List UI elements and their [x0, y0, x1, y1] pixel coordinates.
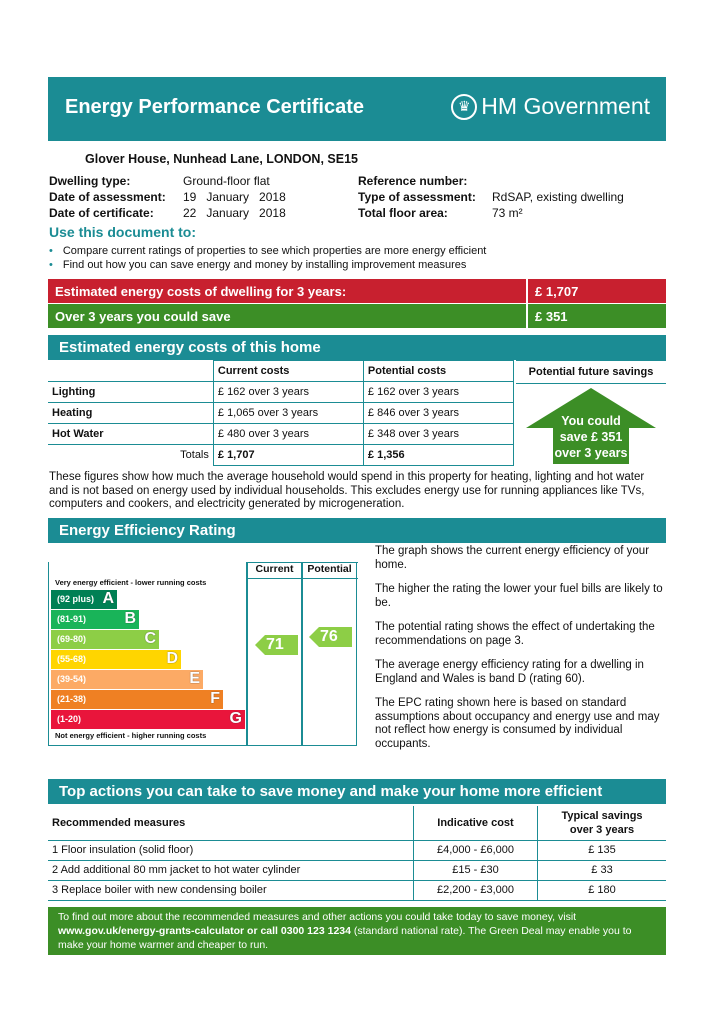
could-save-label: Over 3 years you could save — [55, 308, 231, 324]
rating-col-current: Current — [255, 563, 294, 575]
band-letter: E — [189, 670, 200, 687]
potential-rating-value: 76 — [320, 628, 338, 645]
details-right — [358, 173, 476, 221]
actions-table — [48, 806, 666, 901]
date-certificate-value: 22 January 2018 — [183, 206, 286, 220]
could-save-value: £ 351 — [528, 304, 666, 328]
current-rating-value: 71 — [266, 636, 284, 653]
rating-explanation: The graph shows the current energy efficiency of your home. The higher the rating the lower your fuel bills are likely to be. The potential rating shows the effect of undertaking the recommendations on page 3. The average energy efficiency rating for a dwelling in England and Wales is band D (rating 60). The EPC rating shown here is based on standard assumptions about occupancy and energy use and may not reflect how energy is consumed by individual occupants. — [375, 545, 663, 750]
floor-area-label: Total floor area: — [358, 206, 448, 220]
actions-heading: Top actions you can take to save money and make your home more efficient — [48, 779, 666, 804]
rating-band-b — [51, 610, 139, 629]
rating-bottom-note: Not energy efficient - higher running costs — [55, 731, 207, 740]
footer-line: www.gov.uk/energy-grants-calculator or call 0300 123 1234 (standard national rate). The Green Deal may enable you to — [58, 925, 632, 937]
divider — [301, 562, 303, 745]
hm-government-logo — [451, 93, 650, 120]
col-future-savings: Potential future savings — [516, 360, 666, 384]
rating-band-c — [51, 630, 159, 649]
rating-band-g — [51, 710, 245, 729]
band-range: (1-20) — [57, 714, 82, 724]
certificate-header — [48, 77, 666, 141]
table-row: Lighting £ 162 over 3 years £ 162 over 3 years — [48, 382, 514, 403]
floor-area-value: 73 m² — [492, 206, 523, 220]
table-row: Hot Water £ 480 over 3 years £ 348 over 3 years — [48, 424, 514, 445]
footer-line: make your home warmer and cheaper to run. — [58, 939, 269, 951]
col-recommended-measures: Recommended measures — [48, 806, 414, 840]
use-document-list — [49, 244, 486, 272]
phone-number[interactable]: 0300 123 1234 — [280, 925, 351, 937]
royal-crest-icon: ♛ — [451, 94, 477, 120]
totals-row: Totals £ 1,707 £ 1,356 — [48, 445, 514, 466]
band-letter: A — [102, 590, 114, 607]
col-current-costs: Current costs — [213, 361, 363, 382]
list-item: • Compare current ratings of properties to see which properties are more energy efficient — [49, 245, 487, 257]
band-range: (21-38) — [57, 694, 87, 704]
grants-calculator-link[interactable]: www.gov.uk/energy-grants-calculator or call — [58, 925, 281, 937]
assessment-type-value: RdSAP, existing dwelling — [492, 190, 624, 204]
band-range: (39-54) — [57, 674, 87, 684]
band-letter: F — [210, 690, 220, 707]
divider — [246, 562, 248, 745]
costs-heading: Estimated energy costs of this home — [48, 335, 666, 360]
date-assessment-value: 19 January 2018 — [183, 190, 286, 204]
date-certificate-label: Date of certificate: — [49, 206, 154, 220]
col-typical-savings: Typical savings over 3 years — [538, 806, 667, 840]
table-row: 1 Floor insulation (solid floor) £4,000 - £6,000 £ 135 — [48, 840, 666, 860]
dwelling-type-label: Dwelling type: — [49, 174, 131, 188]
band-range: (92 plus) — [57, 594, 95, 604]
estimated-cost-value: £ 1,707 — [528, 279, 666, 303]
rating-heading: Energy Efficiency Rating — [48, 518, 666, 543]
costs-note: These figures show how much the average household would spend in this property for heating, lighting and hot water and is not based on energy used by individual households. This excludes energy use for running appliances like TVs, computers and cookers, and electricity generated by microgeneration. — [49, 471, 645, 510]
col-indicative-cost: Indicative cost — [414, 806, 538, 840]
rating-band-f — [51, 690, 223, 709]
savings-arrow-text: You could save £ 351 over 3 years — [554, 414, 628, 460]
assessment-type-label: Type of assessment: — [358, 190, 476, 204]
rating-band-e — [51, 670, 203, 689]
could-save-bar — [48, 304, 526, 328]
band-range: (81-91) — [57, 614, 87, 624]
band-range: (69-80) — [57, 634, 87, 644]
col-potential-costs: Potential costs — [363, 361, 513, 382]
estimated-cost-label: Estimated energy costs of dwelling for 3 years: — [55, 283, 347, 299]
table-row: Heating £ 1,065 over 3 years £ 846 over 3 years — [48, 403, 514, 424]
table-row: 3 Replace boiler with new condensing boiler £2,200 - £3,000 £ 180 — [48, 880, 666, 900]
band-letter: D — [166, 650, 178, 667]
rating-top-note: Very energy efficient - lower running costs — [55, 578, 207, 587]
table-row: 2 Add additional 80 mm jacket to hot water cylinder £15 - £30 £ 33 — [48, 860, 666, 880]
rating-band-d — [51, 650, 181, 669]
rating-band-a — [51, 590, 117, 609]
use-document-heading: Use this document to: — [49, 224, 197, 240]
list-item: • Find out how you can save energy and money by installing improvement measures — [49, 259, 467, 271]
band-letter: G — [229, 710, 242, 727]
property-address: Glover House, Nunhead Lane, LONDON, SE15 — [85, 152, 358, 166]
band-range: (55-68) — [57, 654, 87, 664]
date-assessment-label: Date of assessment: — [49, 190, 166, 204]
dwelling-type-value: Ground-floor flat — [183, 174, 270, 188]
band-letter: B — [124, 610, 136, 627]
band-letter: C — [144, 630, 156, 647]
details-left-values — [183, 173, 286, 221]
costs-table — [48, 360, 514, 466]
footer-info — [48, 907, 666, 955]
footer-line: To find out more about the recommended measures and other actions you could take today to save money, visit — [58, 911, 577, 923]
details-left — [49, 173, 166, 221]
estimated-cost-bar — [48, 279, 526, 303]
rating-col-potential: Potential — [307, 563, 352, 575]
hm-government-text: HM Government — [481, 93, 650, 119]
reference-label: Reference number: — [358, 174, 468, 188]
certificate-title: Energy Performance Certificate — [65, 96, 365, 118]
details-right-values — [492, 189, 624, 221]
